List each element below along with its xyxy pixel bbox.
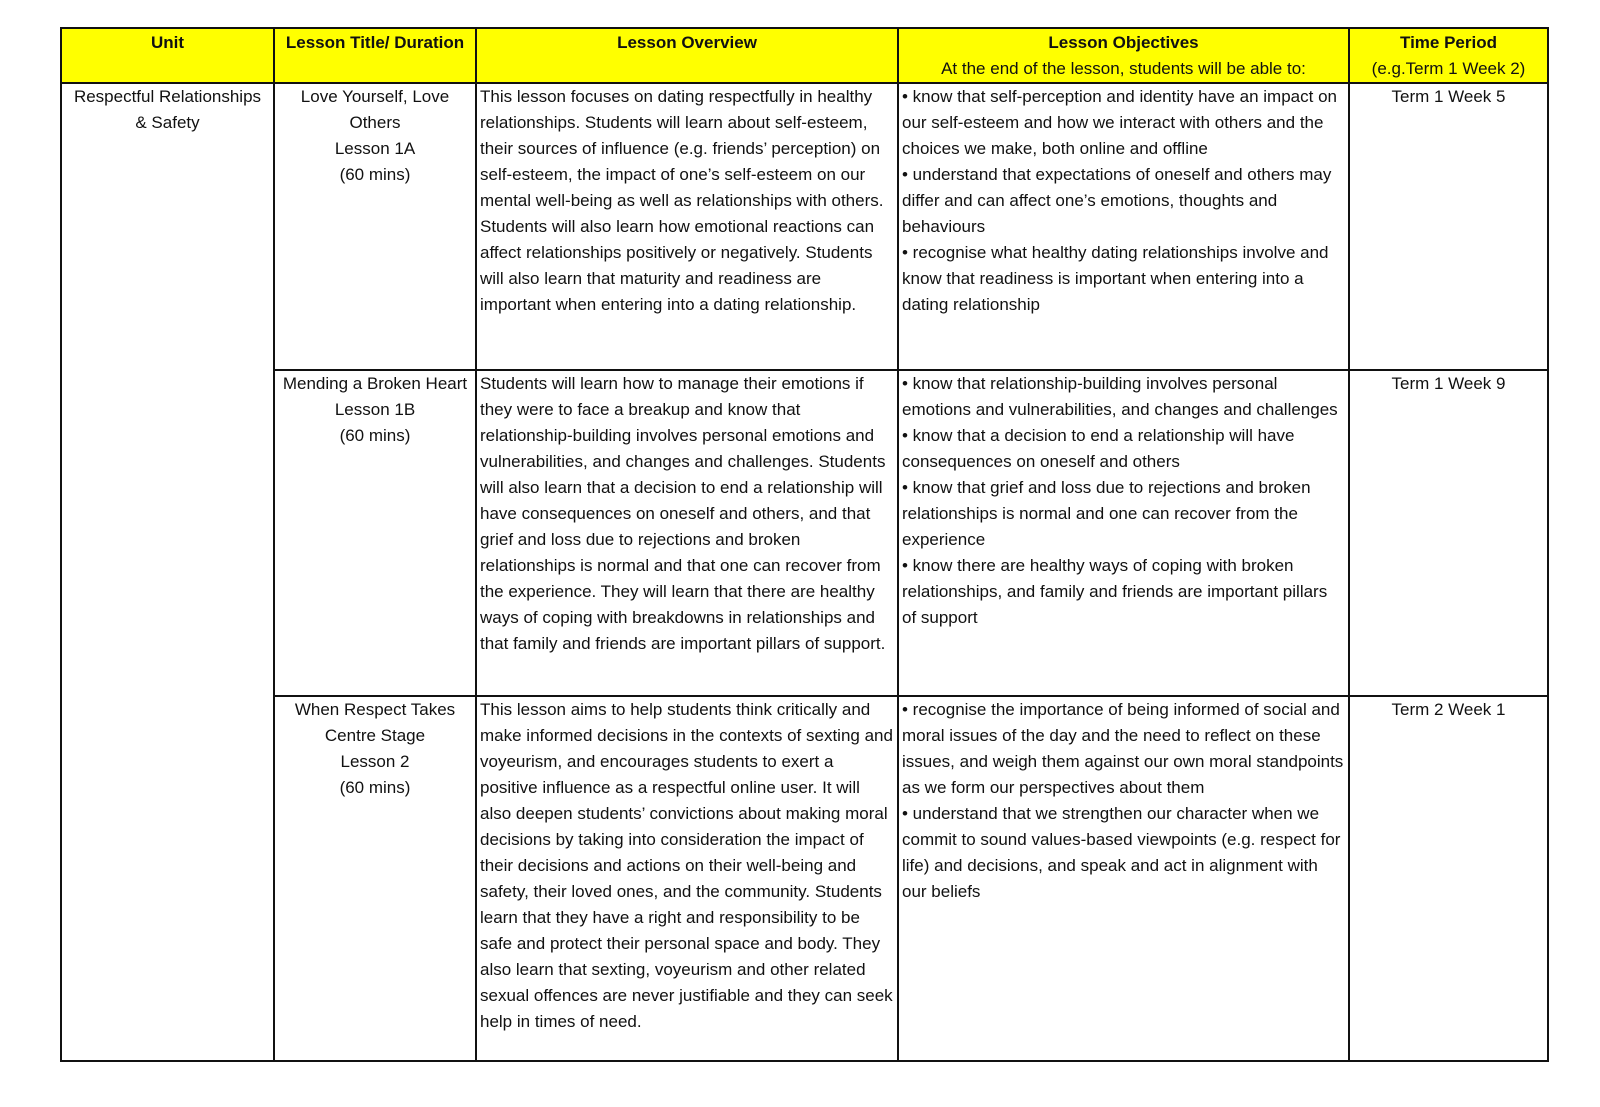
header-objectives xyxy=(898,28,1349,83)
objective-item: • recognise what healthy dating relationships involve and know that readiness is important when entering into a dating relationship xyxy=(902,243,1329,314)
objective-item: • understand that we strengthen our character when we commit to sound values-based viewpoints (e.g. respect for life) and decisions, and speak and act in alignment with our beliefs xyxy=(902,804,1341,901)
lesson-overview-cell: This lesson focuses on dating respectfully in healthy relationships. Students will learn about self-esteem, their sources of influence (e.g. friends’ perception) on self-esteem, the impact of one’s self-esteem on our mental well-being as well as relationships with others. Students will also learn how emotional reactions can affect relationships positively or negatively. Students will also learn that maturity and readiness are important when entering into a dating relationship. xyxy=(476,83,898,370)
objective-item: • know that relationship-building involves personal emotions and vulnerabilities, and changes and challenges xyxy=(902,374,1338,419)
header-period-sub: (e.g.Term 1 Week 2) xyxy=(1371,59,1526,78)
lesson-title-line: Centre Stage xyxy=(324,726,426,745)
time-period-cell: Term 1 Week 5 xyxy=(1349,83,1548,370)
header-lesson-title: Lesson Title/ Duration xyxy=(274,28,476,83)
lesson-title-line: Mending a Broken Heart xyxy=(282,374,468,393)
objective-item: • know that a decision to end a relationship will have consequences on oneself and others xyxy=(902,426,1295,471)
header-row xyxy=(61,28,1548,83)
lesson-plan-table xyxy=(60,27,1549,1062)
lesson-title-cell xyxy=(274,83,476,370)
table-row xyxy=(61,696,1548,1061)
lesson-title-line: Lesson 2 xyxy=(340,752,410,771)
lesson-title-line: (60 mins) xyxy=(339,165,411,184)
table-row xyxy=(61,370,1548,696)
lesson-objectives-cell xyxy=(898,696,1349,1061)
unit-name-line: & Safety xyxy=(135,113,200,132)
lesson-objectives-cell xyxy=(898,370,1349,696)
lesson-title-line: (60 mins) xyxy=(339,426,411,445)
header-period xyxy=(1349,28,1548,83)
table-row xyxy=(61,83,1548,370)
lesson-title-line: Lesson 1A xyxy=(334,139,416,158)
objective-item: • know that self-perception and identity have an impact on our self-esteem and how we interact with others and the choices we make, both online and offline xyxy=(902,87,1337,158)
lesson-title-line: When Respect Takes xyxy=(294,700,456,719)
lesson-overview-cell: This lesson aims to help students think critically and make informed decisions in the contexts of sexting and voyeurism, and encourages students to exert a positive influence as a respectful online user. It will also deepen students’ convictions about making moral decisions by taking into consideration the impact of their decisions and actions on their well-being and safety, their loved ones, and the community. Students learn that they have a right and responsibility to be safe and protect their personal space and body. They also learn that sexting, voyeurism and other related sexual offences are never justifiable and they can seek help in times of need. xyxy=(476,696,898,1061)
lesson-objectives-cell xyxy=(898,83,1349,370)
objective-item: • know there are healthy ways of coping with broken relationships, and family and friends are important pillars of support xyxy=(902,556,1328,627)
header-objectives-label: Lesson Objectives xyxy=(1048,33,1199,52)
header-objectives-sub: At the end of the lesson, students will be able to: xyxy=(941,59,1306,78)
lesson-title-line: Others xyxy=(349,113,401,132)
lesson-title-line: Lesson 1B xyxy=(334,400,416,419)
unit-name-line: Respectful Relationships xyxy=(73,87,262,106)
lesson-title-line: (60 mins) xyxy=(339,778,411,797)
lesson-title-line: Love Yourself, Love xyxy=(300,87,450,106)
objective-item: • recognise the importance of being informed of social and moral issues of the day and the need to reflect on these issues, and weigh them against our own moral standpoints as we form our perspectives about them xyxy=(902,700,1344,797)
lesson-overview-cell: Students will learn how to manage their emotions if they were to face a breakup and know that relationship-building involves personal emotions and vulnerabilities, and changes and challenges. Students will also learn that a decision to end a relationship will have consequences on oneself and others, and that grief and loss due to rejections and broken relationships is normal and that one can recover from the experience. They will learn that there are healthy ways of coping with breakdowns in relationships and that family and friends are important pillars of support. xyxy=(476,370,898,696)
lesson-title-cell xyxy=(274,696,476,1061)
lesson-title-cell xyxy=(274,370,476,696)
time-period-cell: Term 1 Week 9 xyxy=(1349,370,1548,696)
unit-cell xyxy=(61,83,274,1061)
header-overview: Lesson Overview xyxy=(476,28,898,83)
time-period-cell: Term 2 Week 1 xyxy=(1349,696,1548,1061)
objective-item: • know that grief and loss due to rejections and broken relationships is normal and one can recover from the experience xyxy=(902,478,1311,549)
objective-item: • understand that expectations of oneself and others may differ and can affect one’s emotions, thoughts and behaviours xyxy=(902,165,1332,236)
header-period-label: Time Period xyxy=(1400,33,1497,52)
header-unit: Unit xyxy=(61,28,274,83)
